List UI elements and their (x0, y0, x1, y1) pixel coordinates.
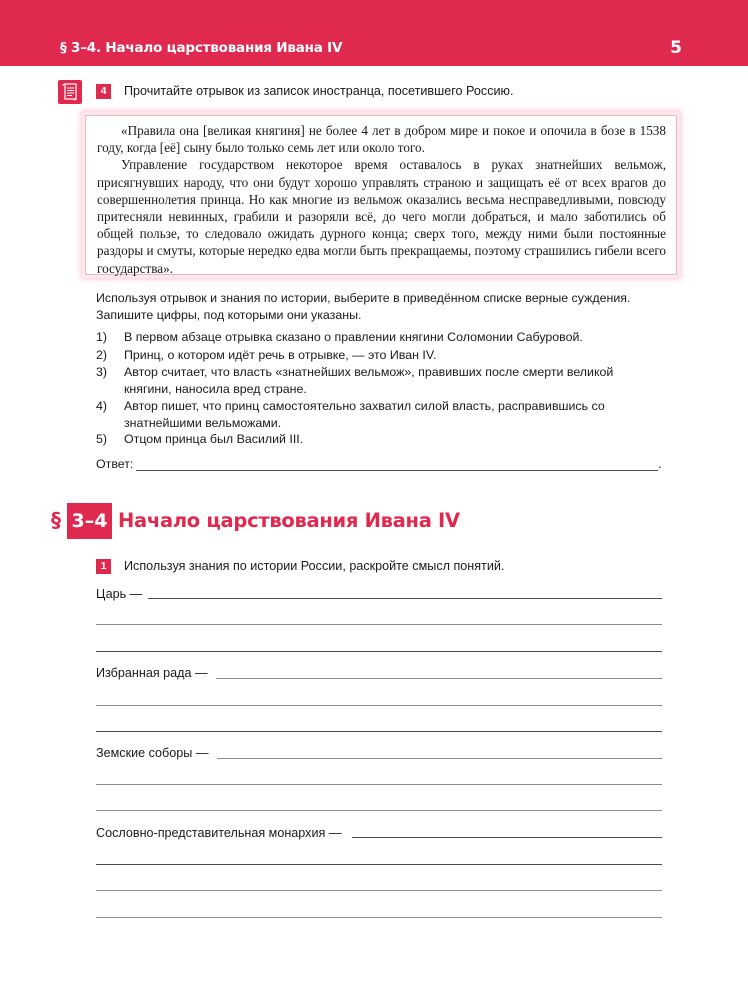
task-4-prompt: Прочитайте отрывок из записок иностранца, посетившего Россию. (124, 84, 514, 98)
option-number: 4) (96, 399, 108, 413)
section-title: Начало царствования Ивана IV (118, 509, 460, 532)
page-header (0, 0, 748, 66)
answer-line[interactable] (96, 624, 662, 625)
page-number: 5 (670, 38, 682, 58)
answer-line[interactable] (96, 890, 662, 891)
task-1-prompt: Используя знания по истории России, раскройте смысл понятий. (124, 559, 505, 573)
option-text: Автор пишет, что принц самостоятельно захватил силой власть, расправившись со знатнейшими вельможами. (124, 399, 605, 430)
answer-line[interactable] (96, 651, 662, 652)
option-text: Принц, о котором идёт речь в отрывке, — это Иван IV. (124, 348, 437, 362)
section-sign: § (51, 508, 61, 532)
document-scroll-icon (58, 80, 82, 104)
quote-paragraph: Управление государством некоторое время оставалось в руках знатнейших вельмож, присягнувших народу, что они будут хорошо управлять страною и защищать её от всех врагов до совершеннолетия принца. Но как многие из вельмож оказались весьма несправедливыми, повсюду притесняли невинных, грабили и разоряли всё, до чего могли добраться, и мало заботились об общей пользе, то следовало ожидать дурного конца; сверх того, между ними были постоянные раздоры и смуты, которые нередко едва могли быть прекращаемы, поэтому страшились гибели всего государства». (97, 157, 666, 276)
answer-line[interactable] (96, 705, 662, 706)
quote-paragraph: «Правила она [великая княгиня] не более 4 лет в добром мире и покое и опочила в бозе в 1538 году, когда [её] сыну было только семь лет или около того. (97, 123, 666, 156)
header-title: § 3–4. Начало царствования Ивана IV (60, 40, 343, 56)
answer-field[interactable] (136, 470, 658, 471)
task-4-number: 4 (96, 84, 111, 99)
answer-label: Ответ: (96, 457, 134, 471)
answer-line[interactable] (217, 758, 662, 759)
option-number: 1) (96, 330, 108, 344)
option-text: Автор считает, что власть «знатнейших вельмож», правивших после смерти великой княгини, наносила вред стране. (124, 365, 614, 396)
answer-line[interactable] (352, 837, 662, 838)
option-number: 5) (96, 432, 108, 446)
task-1-number: 1 (96, 559, 111, 574)
option-text: Отцом принца был Василий III. (124, 432, 304, 446)
option-number: 3) (96, 365, 108, 379)
answer-line[interactable] (148, 598, 662, 599)
answer-line[interactable] (96, 810, 662, 811)
option-text: В первом абзаце отрывка сказано о правлении княгини Соломонии Сабуровой. (124, 330, 583, 344)
answer-line[interactable] (96, 731, 662, 732)
task-4-instruction: Используя отрывок и знания по истории, выберите в приведённом списке верные суждения. Запишите цифры, под которыми они указаны. (96, 291, 631, 322)
term-label: Земские соборы — (96, 746, 209, 760)
section-number: 3–4 (67, 503, 112, 539)
term-label: Избранная рада — (96, 666, 208, 680)
answer-end-dot: . (658, 456, 662, 471)
option-number: 2) (96, 348, 108, 362)
answer-line[interactable] (96, 784, 662, 785)
answer-line[interactable] (96, 917, 662, 918)
answer-line[interactable] (96, 864, 662, 865)
quote-box (85, 115, 677, 275)
term-label: Царь — (96, 587, 143, 601)
term-label: Сословно-представительная монархия — (96, 826, 342, 840)
answer-line[interactable] (216, 678, 662, 679)
